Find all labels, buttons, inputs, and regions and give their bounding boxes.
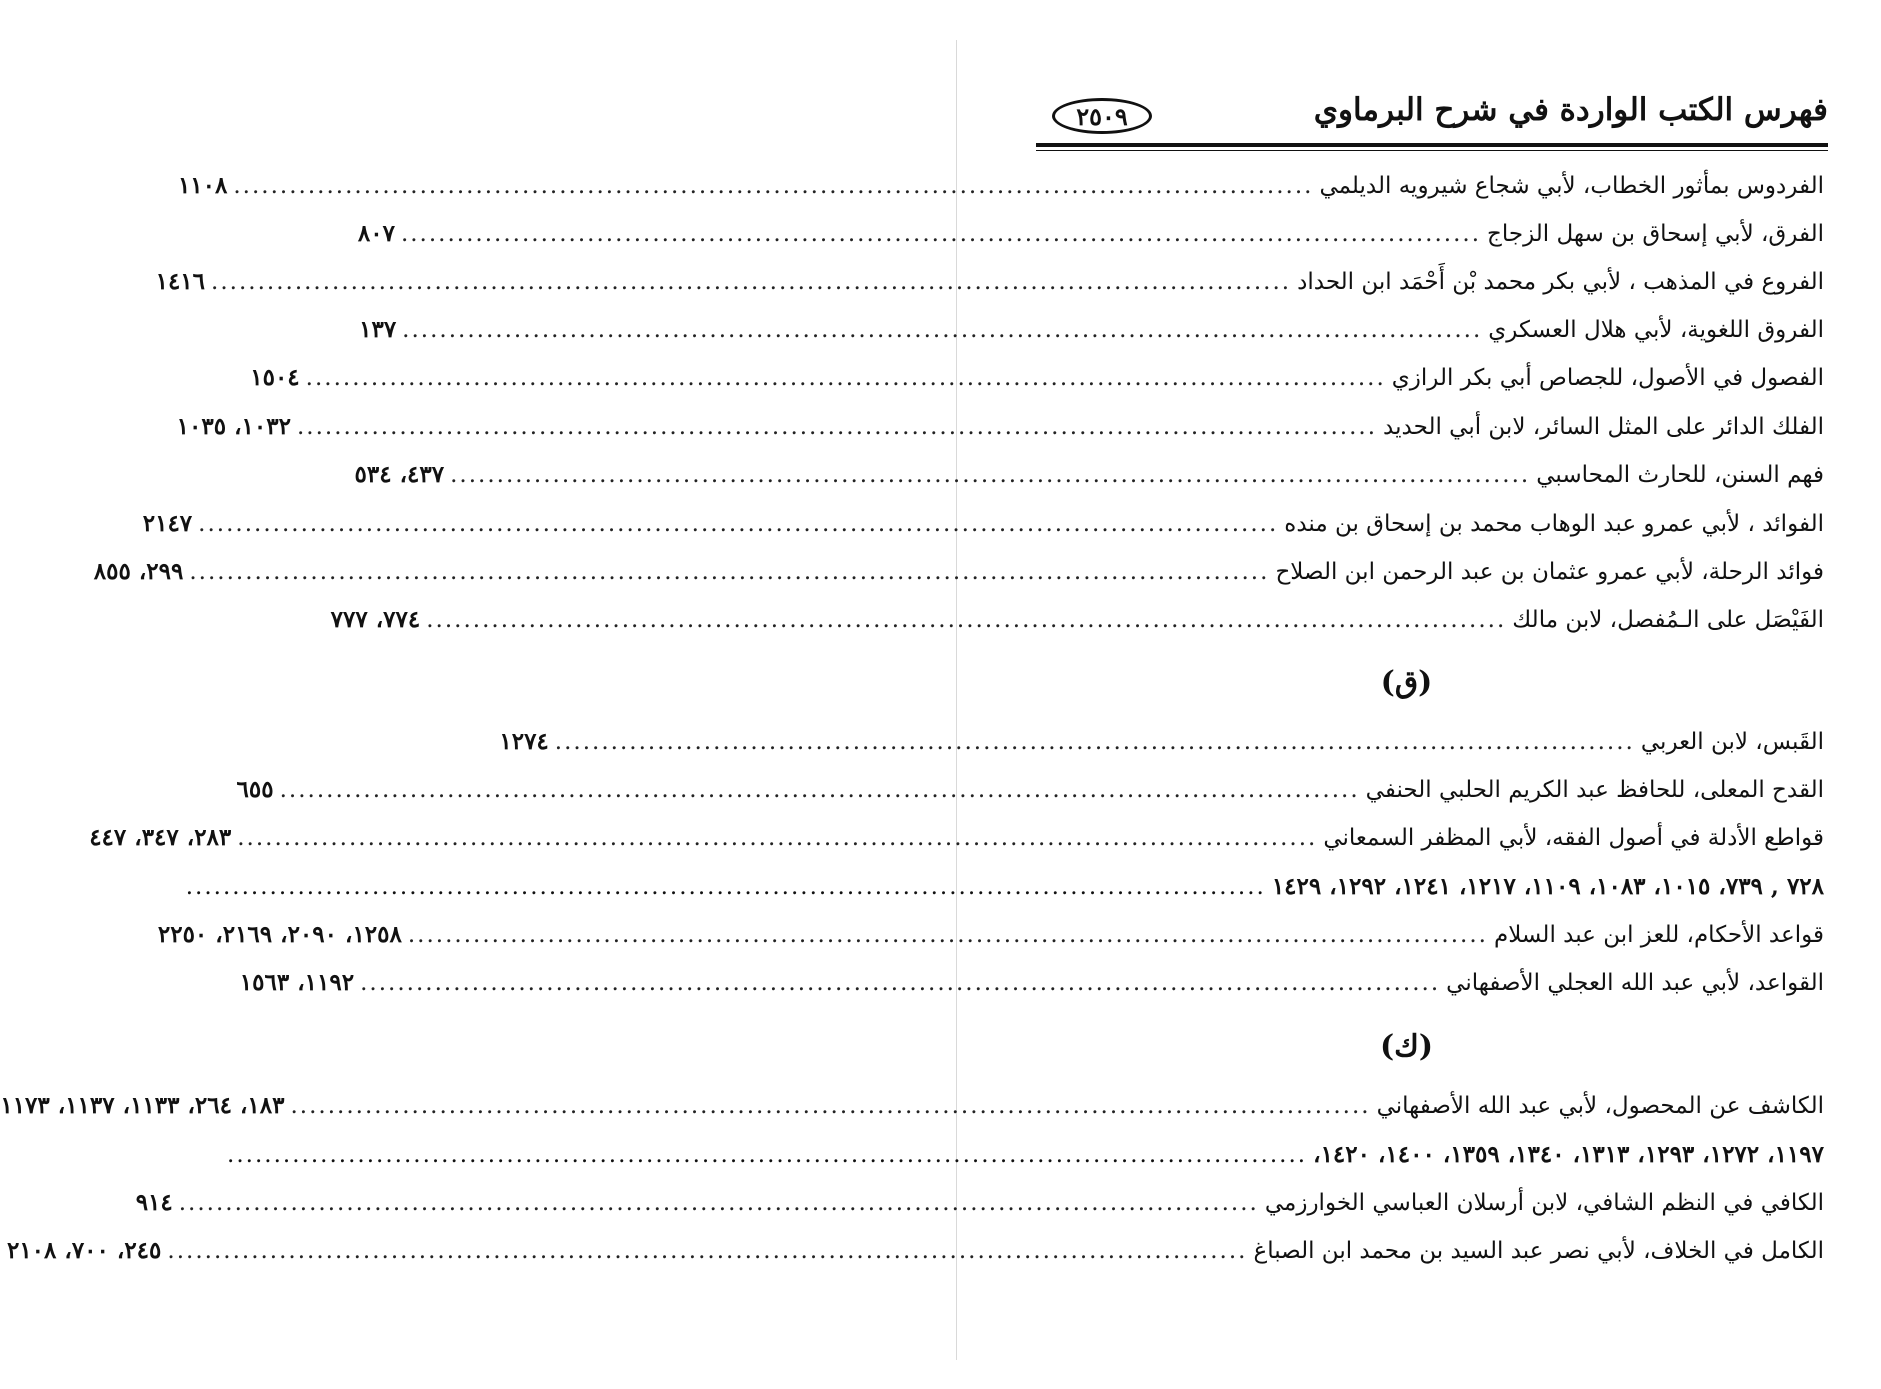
entry-pages: ١١٩٧، ١٢٧٢، ١٢٩٣، ١٣١٣، ١٣٤٠، ١٣٥٩، ١٤٠٠، ١٤٢٠، — [1313, 1141, 1824, 1168]
entry-pages: ١٢٥٨، ٢٠٩٠، ٢١٦٩، ٢٢٥٠ — [157, 921, 402, 948]
dot-leader: .................................................................................................................... — [290, 1093, 1371, 1119]
entry-pages: ٤٣٧، ٥٣٤ — [354, 461, 445, 488]
dot-leader: .................................................................................................................... — [426, 607, 1507, 633]
entry-title: الفَيْصَل على الـمُفصل، لابن مالك — [1512, 607, 1824, 633]
entry-pages: ٢٩٩، ٨٥٥ — [93, 558, 184, 585]
entry-pages: ١٢٧٤ — [499, 728, 549, 755]
index-entry — [6, 1237, 1824, 1281]
entry-title: قواطع الأدلة في أصول الفقه، لأبي المظفر السمعاني — [1323, 825, 1824, 851]
index-entry — [177, 172, 1824, 216]
index-entry — [135, 1189, 1824, 1233]
dot-leader: .................................................................................................................... — [407, 922, 1488, 948]
entry-pages: ١٠٣٢، ١٠٣٥ — [176, 413, 291, 440]
index-entry — [176, 413, 1824, 457]
page-header — [1036, 86, 1828, 148]
index-entry — [89, 824, 1824, 868]
dot-leader: .................................................................................................................... — [450, 462, 1531, 488]
index-entry — [0, 1092, 1824, 1136]
index-entry-continuation — [227, 1141, 1824, 1185]
header-rule-thin — [1036, 150, 1828, 151]
index-entry — [236, 776, 1824, 820]
page-number-badge: ٢٥٠٩ — [1052, 98, 1152, 134]
index-entry — [357, 220, 1824, 264]
entry-title: القدح المعلى، للحافظ عبد الكريم الحلبي الحنفي — [1365, 777, 1824, 803]
entry-title: قواعد الأحكام، للعز ابن عبد السلام — [1493, 922, 1824, 948]
dot-leader: .................................................................................................................... — [554, 729, 1635, 755]
dot-leader: .................................................................................................................... — [211, 269, 1292, 295]
entry-pages: ٢١٤٧ — [142, 510, 193, 537]
dot-leader: .................................................................................................................... — [233, 173, 1314, 199]
index-entry — [93, 558, 1824, 602]
entry-pages: ١١٩٢، ١٥٦٣ — [239, 969, 355, 996]
entry-title: الفلك الدائر على المثل السائر، لابن أبي الحديد — [1383, 414, 1824, 440]
entry-pages: ١٨٣، ٢٦٤، ١١٣٣، ١١٣٧، ١١٧٣ — [0, 1092, 285, 1119]
index-entry — [155, 268, 1824, 312]
dot-leader: .................................................................................................................... — [227, 1142, 1308, 1168]
entry-pages: ١٤١٦ — [155, 268, 206, 295]
entry-title: الكافي في النظم الشافي، لابن أرسلان العباسي الخوارزمي — [1264, 1190, 1824, 1216]
entry-pages: ٦٥٥ — [236, 776, 274, 803]
index-entry — [157, 921, 1824, 965]
section-heading-qaf: (ق) — [1380, 665, 1433, 700]
index-entry — [499, 728, 1824, 772]
entry-title: الكاشف عن المحصول، لأبي عبد الله الأصفهاني — [1376, 1093, 1824, 1119]
dot-leader: .................................................................................................................... — [237, 825, 1318, 851]
entry-title: الفروع في المذهب ، لأبي بكر محمد بْن أَحْمَد ابن الحداد — [1297, 269, 1824, 295]
dot-leader: .................................................................................................................... — [198, 511, 1279, 537]
entry-title: الفروق اللغوية، لأبي هلال العسكري — [1488, 317, 1824, 343]
entry-title: الفرق، لأبي إسحاق بن سهل الزجاج — [1487, 221, 1824, 247]
dot-leader: .................................................................................................................... — [279, 777, 1360, 803]
dot-leader: .................................................................................................................... — [360, 970, 1441, 996]
entry-title: الكامل في الخلاف، لأبي نصر عبد السيد بن محمد ابن الصباغ — [1253, 1238, 1824, 1264]
section-heading-kaf: (ك) — [1379, 1029, 1434, 1064]
entry-title: الفردوس بمأثور الخطاب، لأبي شجاع شيرويه الديلمي — [1319, 173, 1824, 199]
entry-title: الفصول في الأصول، للجصاص أبي بكر الرازي — [1391, 365, 1824, 391]
dot-leader: .................................................................................................................... — [167, 1238, 1248, 1264]
index-entry — [330, 606, 1824, 650]
entry-pages: ١١٠٨ — [177, 172, 228, 199]
dot-leader: .................................................................................................................... — [178, 1190, 1259, 1216]
dot-leader: .................................................................................................................... — [189, 559, 1270, 585]
entry-pages: ٢٤٥، ٧٠٠، ٢١٠٨ — [6, 1237, 162, 1264]
page-title: فهرس الكتب الواردة في شرح البرماوي — [1313, 92, 1828, 128]
entry-pages: ٧٢٨ , ٧٣٩، ١٠١٥، ١٠٨٣، ١١٠٩، ١٢١٧، ١٢٤١، ١٢٩٢، ١٤٢٩ — [1271, 873, 1824, 900]
entry-title: فهم السنن، للحارث المحاسبي — [1536, 462, 1824, 488]
index-entry — [354, 461, 1824, 505]
entry-pages: ١٣٧ — [359, 316, 397, 343]
dot-leader: .................................................................................................................... — [296, 414, 1378, 440]
dot-leader: .................................................................................................................... — [402, 317, 1483, 343]
entry-pages: ٢٨٣، ٣٤٧، ٤٤٧ — [89, 824, 232, 851]
index-entry — [142, 510, 1824, 554]
dot-leader: .................................................................................................................... — [305, 365, 1386, 391]
entry-title: الفوائد ، لأبي عمرو عبد الوهاب محمد بن إسحاق بن منده — [1284, 511, 1824, 537]
dot-leader: .................................................................................................................... — [400, 221, 1482, 247]
entry-pages: ٩١٤ — [135, 1189, 173, 1216]
index-entry — [250, 364, 1824, 408]
entry-pages: ٧٧٤، ٧٧٧ — [330, 606, 421, 633]
entry-pages: ١٥٠٤ — [250, 364, 300, 391]
index-entry-continuation — [185, 873, 1824, 917]
entry-title: القَبس، لابن العربي — [1640, 729, 1824, 755]
entry-title: القواعد، لأبي عبد الله العجلي الأصفهاني — [1446, 970, 1824, 996]
entry-title: فوائد الرحلة، لأبي عمرو عثمان بن عبد الرحمن ابن الصلاح — [1275, 559, 1824, 585]
entry-pages: ٨٠٧ — [357, 220, 395, 247]
index-entry — [359, 316, 1824, 360]
header-rule-thick — [1036, 143, 1828, 147]
index-entry — [239, 969, 1824, 1013]
dot-leader: .................................................................................................................... — [185, 874, 1266, 900]
